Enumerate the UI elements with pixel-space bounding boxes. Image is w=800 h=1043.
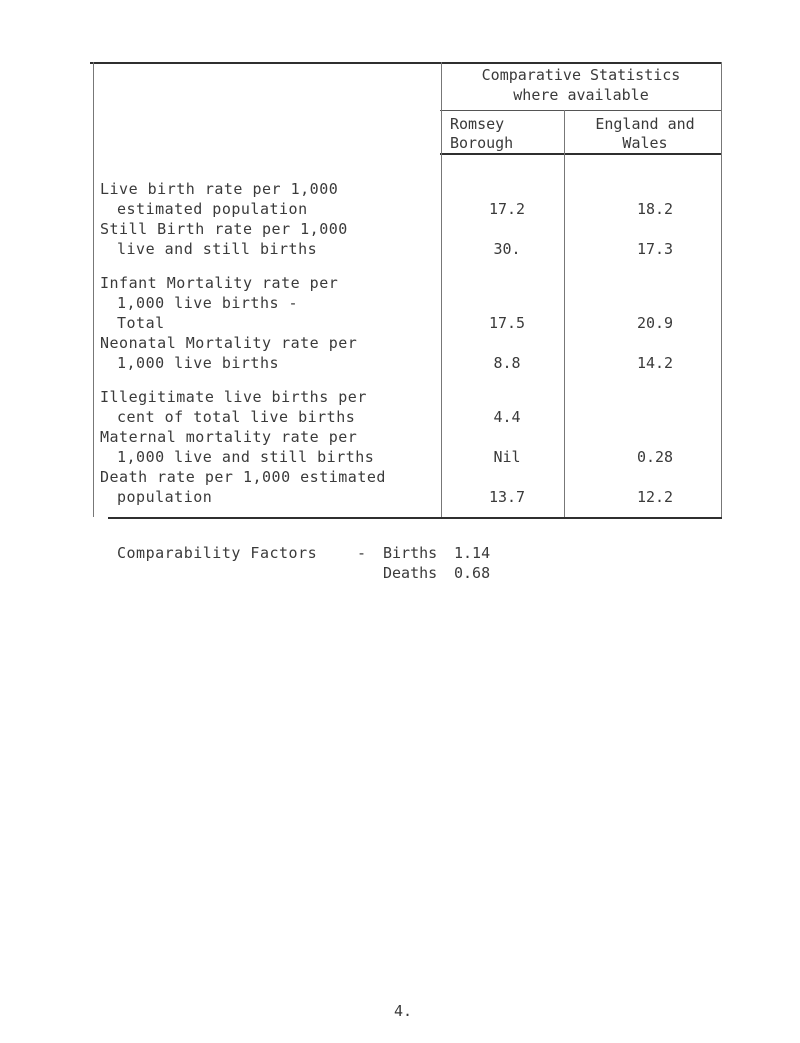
comparability-label: Comparability Factors bbox=[117, 544, 318, 562]
header-divider-rule bbox=[440, 110, 722, 111]
table-top-rule bbox=[90, 62, 722, 64]
row-maternal-mortality-label-1: Maternal mortality rate per bbox=[100, 428, 358, 446]
row-live-birth-label-2: estimated population bbox=[117, 200, 308, 218]
col-header-romsey-line2: Borough bbox=[450, 134, 514, 152]
row-neonatal-mortality-romsey: 8.8 bbox=[493, 354, 521, 372]
right-border bbox=[721, 62, 722, 517]
left-border bbox=[93, 62, 94, 517]
row-live-birth-england: 18.2 bbox=[636, 200, 674, 218]
row-still-birth-england: 17.3 bbox=[636, 240, 674, 258]
row-live-birth-label-1: Live birth rate per 1,000 bbox=[100, 180, 339, 198]
row-infant-mortality-label-1: Infant Mortality rate per bbox=[100, 274, 339, 292]
row-still-birth-label-2: live and still births bbox=[117, 240, 318, 258]
row-death-rate-label-1: Death rate per 1,000 estimated bbox=[100, 468, 386, 486]
row-live-birth-romsey: 17.2 bbox=[488, 200, 526, 218]
deaths-label: Deaths bbox=[383, 564, 438, 582]
col-header-romsey-line1: Romsey bbox=[450, 115, 505, 133]
row-illegitimate-romsey: 4.4 bbox=[493, 408, 521, 426]
row-neonatal-mortality-label-2: 1,000 live births bbox=[117, 354, 280, 372]
table-bottom-rule bbox=[108, 517, 722, 519]
row-neonatal-mortality-label-1: Neonatal Mortality rate per bbox=[100, 334, 358, 352]
row-infant-mortality-label-2: 1,000 live births - bbox=[117, 294, 299, 312]
row-maternal-mortality-romsey: Nil bbox=[493, 448, 521, 466]
row-maternal-mortality-england: 0.28 bbox=[636, 448, 674, 466]
group-title-line1: Comparative Statistics bbox=[481, 66, 681, 84]
row-illegitimate-label-2: cent of total live births bbox=[117, 408, 356, 426]
header-bottom-rule bbox=[440, 153, 722, 155]
row-still-birth-label-1: Still Birth rate per 1,000 bbox=[100, 220, 348, 238]
row-infant-mortality-romsey: 17.5 bbox=[488, 314, 526, 332]
row-illegitimate-label-1: Illegitimate live births per bbox=[100, 388, 367, 406]
row-still-birth-romsey: 30. bbox=[493, 240, 521, 258]
comparability-dash: - bbox=[357, 544, 367, 562]
deaths-value: 0.68 bbox=[454, 564, 491, 582]
births-label: Births bbox=[383, 544, 438, 562]
group-title-line2: where available bbox=[513, 86, 649, 104]
row-infant-mortality-england: 20.9 bbox=[636, 314, 674, 332]
row-neonatal-mortality-england: 14.2 bbox=[636, 354, 674, 372]
row-death-rate-romsey: 13.7 bbox=[488, 488, 526, 506]
col-header-england-line2: Wales bbox=[622, 134, 668, 152]
col-divider-2 bbox=[564, 110, 565, 517]
col-header-england-line1: England and bbox=[595, 115, 695, 133]
page-number: 4. bbox=[394, 1002, 413, 1020]
births-value: 1.14 bbox=[454, 544, 491, 562]
row-maternal-mortality-label-2: 1,000 live and still births bbox=[117, 448, 375, 466]
row-death-rate-england: 12.2 bbox=[636, 488, 674, 506]
col-divider-1 bbox=[441, 62, 442, 517]
row-death-rate-label-2: population bbox=[117, 488, 213, 506]
row-infant-mortality-label-3: Total bbox=[117, 314, 165, 332]
